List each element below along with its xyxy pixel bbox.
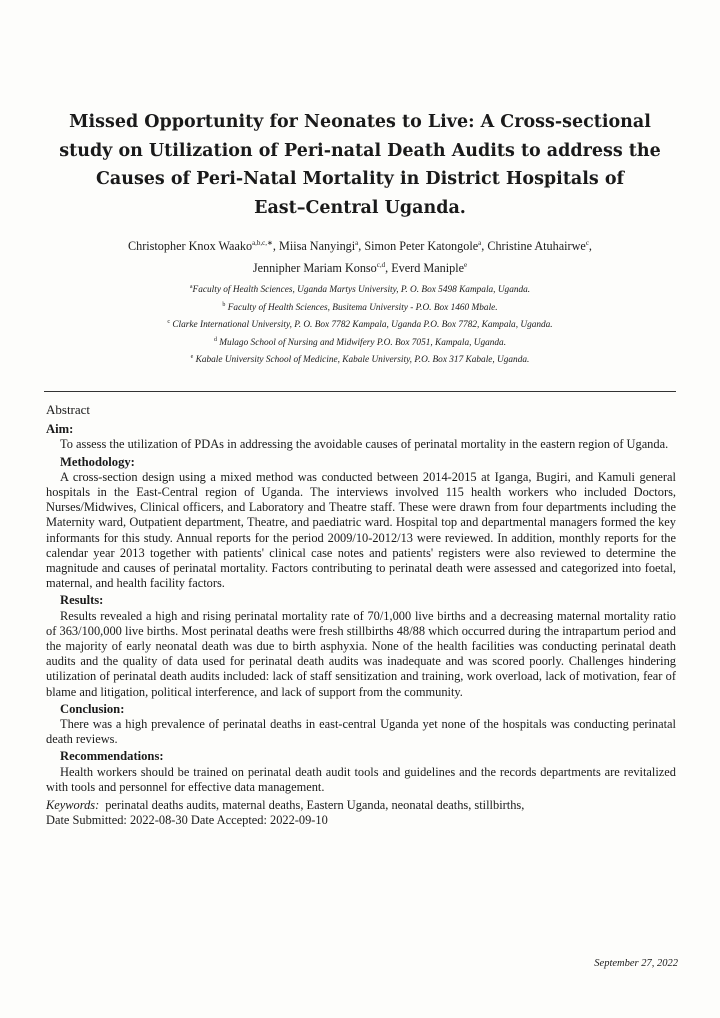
aim-heading: Aim:: [46, 422, 74, 437]
author-separator: ,: [481, 239, 488, 254]
affiliation-text: Faculty of Health Sciences, Uganda Martys University, P. O. Box 5498 Kampala, Uganda.: [192, 285, 531, 296]
title-line: Missed Opportunity for Neonates to Live: A Cross-sectional: [69, 112, 651, 132]
recommendations-heading: Recommendations:: [60, 749, 164, 764]
author-name: Christine Atuhairwe: [487, 239, 586, 254]
submission-dates: Date Submitted: 2022-08-30 Date Accepted: 2022-09-10: [46, 813, 328, 828]
author-list: [40, 234, 680, 278]
author-name: Christopher Knox Waako: [128, 239, 253, 254]
conclusion-text: There was a high prevalence of perinatal deaths in east-central Uganda yet none of the hospitals was conducting perinatal death reviews.: [46, 717, 676, 747]
abstract-heading: Abstract: [46, 402, 91, 417]
methodology-text: A cross-section design using a mixed method was conducted between 2014-2015 at Iganga, Bugiri, and Kamuli general hospitals in the East-Central region of Uganda. The interviews involved 115 health workers who included Doctors, Nurses/Midwives, Clinical officers, and Laboratory and Theatre staff. These were drawn from four departments including the Maternity ward, Outpatient department, Theatre, and paediatric ward. Hospital top and departmental managers formed the key informants for this study. Annual reports for the period 2009/10-2012/13 were reviewed. In addition, monthly reports for the calendar year 2013 together with patients' clinical case notes and patients' registers were also reviewed to determine the magnitude and causes of perinatal mortality. Factors contributing to perinatal death were assessed and categorized into foetal, maternal, and health facility factors.: [46, 469, 676, 591]
paper-title: [40, 108, 680, 222]
affiliation-marker: c: [167, 319, 171, 326]
author-separator: ,: [588, 239, 592, 254]
affiliation: [40, 280, 680, 298]
affiliation-text: Mulago School of Nursing and Midwifery P.O. Box 7051, Kampala, Uganda.: [219, 337, 507, 348]
affiliation: [40, 350, 680, 368]
author-name: Simon Peter Katongole: [364, 239, 479, 254]
author-affil-marker: e: [464, 261, 468, 270]
title-line: study on Utilization of Peri-natal Death Audits to address the: [59, 140, 661, 161]
author-line: [40, 234, 680, 256]
results-text: Results revealed a high and rising perinatal mortality rate of 70/1,000 live births and a decreasing maternal mortality ratio of 363/100,000 live births. Most perinatal deaths were fresh stillbirths 48/88 which occurred during the intrapartum period and the majority of early neonatal death was due to birth asphyxia. None of the health facilities was conducting perinatal death audits and the quality of data used for perinatal death audits was inadequate and was scored poorly. Challenges hindering utilization of perinatal death audits included: lack of staff sensitization and training, work overload, lack of motivation, fear of blame and litigation, political interference, and lack of support from the community.: [46, 608, 676, 699]
author-name: Everd Maniple: [391, 261, 464, 276]
conclusion-heading: Conclusion:: [60, 701, 125, 716]
author-affil-marker: a: [355, 239, 359, 247]
affiliation: [40, 333, 680, 351]
affiliation-marker: e: [190, 354, 194, 361]
section-divider: [44, 391, 676, 392]
results-heading: Results:: [60, 593, 104, 608]
author-separator: ,: [358, 239, 365, 254]
title-line: Causes of Peri-Natal Mortality in District Hospitals of: [95, 169, 625, 189]
title-line: East–Central Uganda.: [254, 197, 466, 218]
aim-text: To assess the utilization of PDAs in addressing the avoidable causes of perinatal mortality in the eastern region of Uganda.: [60, 437, 669, 452]
affiliation-text: Clarke International University, P. O. Box 7782 Kampala, Uganda P.O. Box 7782, Kampala, Uganda.: [172, 320, 553, 331]
author-affil-marker: a,b,c,∗: [252, 239, 273, 247]
affiliation-marker: b: [222, 301, 226, 308]
footer-date: September 27, 2022: [594, 958, 678, 969]
affiliation-text: Faculty of Health Sciences, Busitema University - P.O. Box 1460 Mbale.: [227, 302, 498, 313]
keywords-label: Keywords:: [46, 798, 100, 813]
recommendations-text: Health workers should be trained on perinatal death audit tools and guidelines and the records departments are revitalized with tools and personnel for effective data management.: [46, 764, 676, 794]
author-affil-marker: a: [478, 239, 482, 247]
author-line: [40, 256, 680, 278]
author-separator: ,: [385, 261, 392, 276]
author-affil-marker: c,d: [376, 261, 386, 270]
author-name: Jennipher Mariam Konso: [252, 261, 377, 276]
keywords-line: [46, 798, 676, 813]
affiliation: [40, 315, 680, 333]
affiliation-marker: d: [213, 336, 217, 343]
keywords-text: perinatal deaths audits, maternal deaths, Eastern Uganda, neonatal deaths, stillbirths,: [105, 798, 525, 813]
affiliation-text: Kabale University School of Medicine, Kabale University, P.O. Box 317 Kabale, Uganda.: [195, 355, 530, 366]
affiliation-marker: a: [189, 284, 193, 290]
abstract-section: [46, 402, 676, 828]
affiliation: [40, 298, 680, 316]
author-name: Miisa Nanyingi: [279, 239, 356, 254]
author-separator: ,: [272, 239, 279, 254]
author-affil-marker: c: [585, 239, 589, 247]
methodology-heading: Methodology:: [60, 454, 135, 469]
affiliation-list: [40, 280, 680, 368]
